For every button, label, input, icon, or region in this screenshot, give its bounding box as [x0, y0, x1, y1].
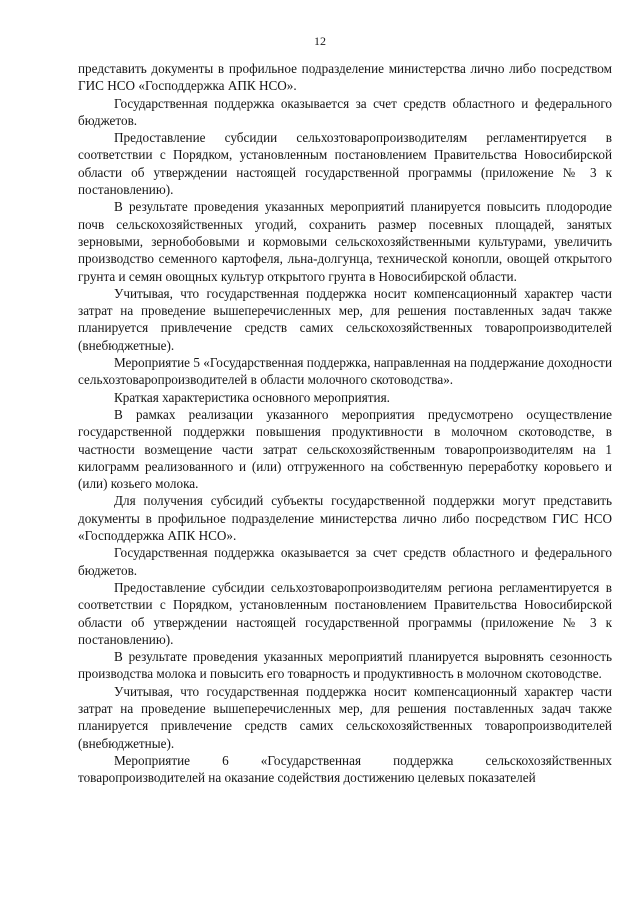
paragraph: Учитывая, что государственная поддержка носит компенсационный характер части затрат на проведение вышеперечисленных мер, для решения поставленных задач также планируется привлечение средств самих сельскохозяйственных товаропроизводителей (внебюджетные).	[78, 285, 612, 353]
paragraph: Мероприятие 5 «Государственная поддержка, направленная на поддержание доходности сельхозтоваропроизводителей в области молочного скотоводства».	[78, 355, 612, 388]
paragraph: Предоставление субсидии сельхозтоваропроизводителям региона регламентируется в соответствии с Порядком, установленным постановлением Правительства Новосибирской области об утверждении настоящей государственной программы (приложение № 3 к постановлению).	[78, 579, 612, 647]
document-body	[78, 60, 612, 786]
paragraph: Государственная поддержка оказывается за счет средств областного и федерального бюджетов.	[78, 95, 612, 128]
paragraph: Мероприятие 6 «Государственная поддержка сельскохозяйственных товаропроизводителей на оказание содействия достижению целевых показателей	[78, 752, 612, 786]
paragraph: Государственная поддержка оказывается за счет средств областного и федерального бюджетов.	[78, 545, 612, 578]
paragraph: В рамках реализации указанного мероприятия предусмотрено осуществление государственной поддержки повышения продуктивности в молочном скотоводстве, в частности возмещение части затрат сельскохозяйственным товаропроизводителям на 1 килограмм реализованного и (или) отгруженного на собственную переработку коровьего и (или) козьего молока.	[78, 406, 612, 492]
paragraph: Для получения субсидий субъекты государственной поддержки могут представить документы в профильное подразделение министерства лично либо посредством ГИС НСО «Господдержка АПК НСО».	[78, 493, 612, 544]
page-number: 12	[314, 34, 326, 48]
paragraph: В результате проведения указанных мероприятий планируется выровнять сезонность производства молока и повысить его товарность и продуктивность в молочном скотоводстве.	[78, 649, 612, 682]
paragraph: Учитывая, что государственная поддержка носит компенсационный характер части затрат на проведение вышеперечисленных мер, для решения поставленных задач также планируется привлечение средств самих сельскохозяйственных товаропроизводителей (внебюджетные).	[78, 683, 612, 751]
paragraph: Краткая характеристика основного мероприятия.	[114, 389, 390, 405]
paragraph: представить документы в профильное подразделение министерства лично либо посредством ГИС НСО «Господдержка АПК НСО».	[78, 61, 612, 94]
paragraph: В результате проведения указанных мероприятий планируется повысить плодородие почв сельскохозяйственных угодий, сохранить размер посевных площадей, занятых зерновыми, зернобобовыми и кормовыми сельскохозяйственными культурами, увеличить производство семенного картофеля, льна-долгунца, технической конопли, овощей открытого грунта и семян овощных культур открытого грунта в Новосибирской области.	[78, 199, 612, 284]
paragraph: Предоставление субсидии сельхозтоваропроизводителям регламентируется в соответствии с Порядком, установленным постановлением Правительства Новосибирской области об утверждении настоящей государственной программы (приложение № 3 к постановлению).	[78, 130, 612, 198]
